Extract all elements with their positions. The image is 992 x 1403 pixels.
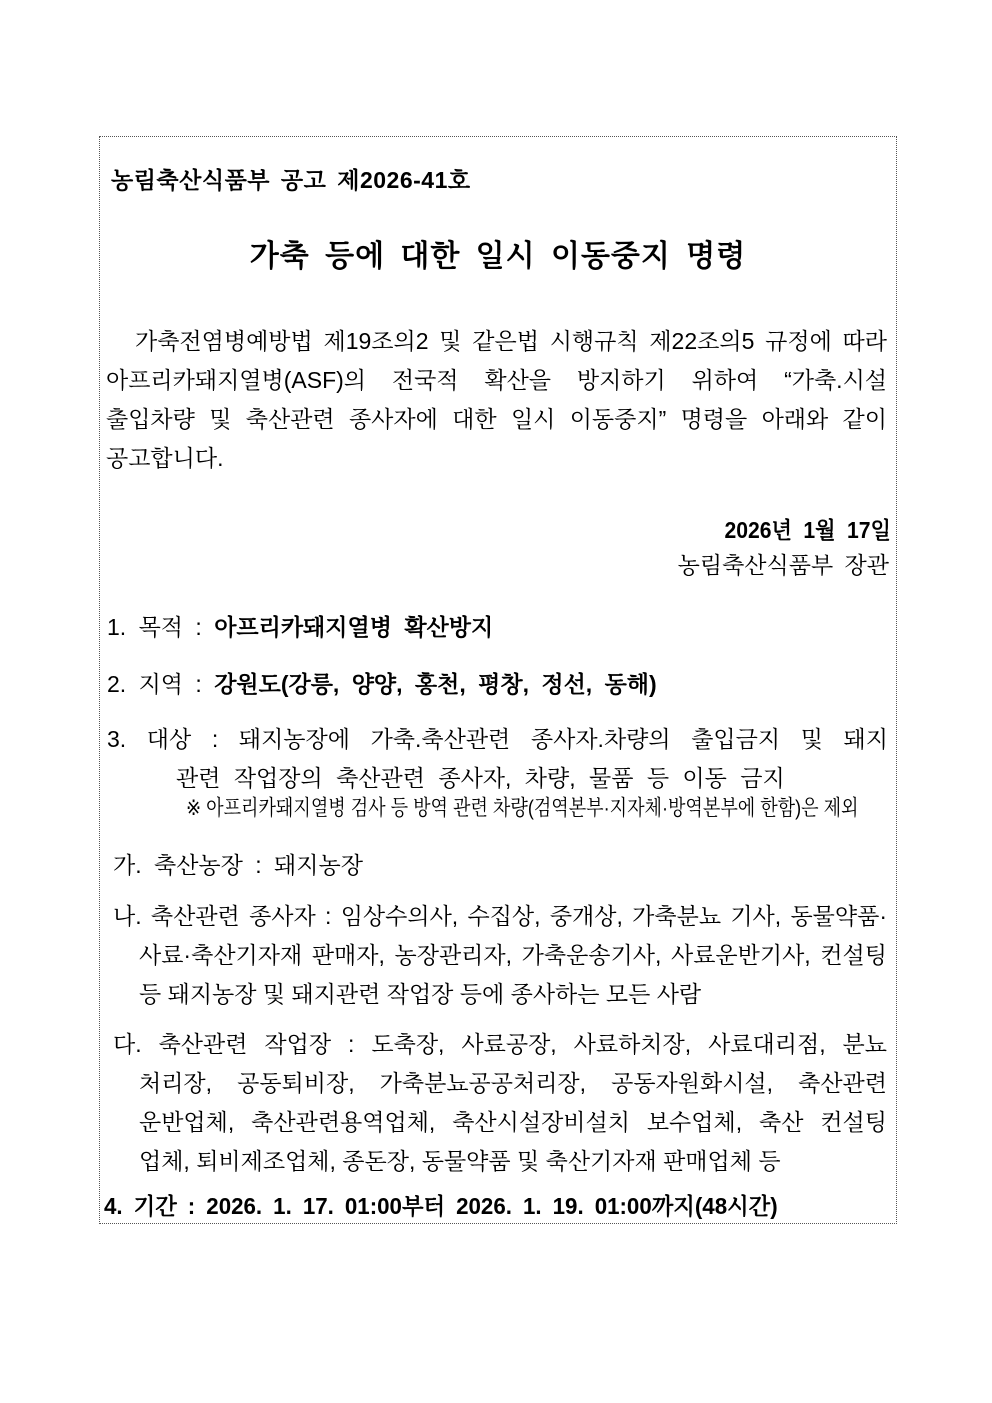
paragraph-line: 출입차량 및 축산관련 종사자에 대한 일시 이동중지” 명령을 아래와 같이 (106, 406, 887, 432)
item-purpose (107, 614, 888, 642)
issue-date: 2026년 1월 17일 (724, 517, 891, 543)
item-period-value: 2026. 1. 17. 01:00부터 2026. 1. 19. 01:00까지(48시간) (206, 1193, 778, 1219)
document-title: 가축 등에 대한 일시 이동중지 명령 (249, 240, 747, 273)
item-period-prefix: 4. 기간 : (104, 1193, 207, 1219)
sub-item-workplaces-line: 운반업체, 축산관련용역업체, 축산시설장비설치 보수업체, 축산 컨설팅 (139, 1109, 887, 1135)
item-period (104, 1193, 864, 1221)
paragraph-line: 가축전염병예방법 제19조의2 및 같은법 시행규칙 제22조의5 규정에 따라 (135, 328, 887, 354)
intro-paragraph (106, 322, 887, 478)
target-exclusion-note: ※ 아프리카돼지열병 검사 등 방역 관련 차량(검역본부·지자체·방역본부에 한함)은 제외 (186, 796, 859, 820)
sub-item-workers-line: 사료·축산기자재 판매자, 농장관리자, 가축운송기사, 사료운반기사, 컨설팅 (139, 942, 887, 968)
item-region (107, 671, 888, 699)
item-purpose-value: 아프리카돼지열병 확산방지 (214, 614, 494, 640)
sub-item-farm: 가. 축산농장 : 돼지농장 (113, 852, 363, 878)
sub-item-workplaces (113, 1025, 887, 1181)
sub-item-workplaces-line: 업체, 퇴비제조업체, 종돈장, 동물약품 및 축산기자재 판매업체 등 (139, 1148, 781, 1174)
sub-item-workers (113, 897, 887, 1014)
item-purpose-prefix: 1. 목적 : (107, 614, 215, 640)
sub-item-workplaces-line: 처리장, 공동퇴비장, 가축분뇨공공처리장, 공동자원화시설, 축산관련 (139, 1070, 887, 1096)
item-region-prefix: 2. 지역 : (107, 671, 215, 697)
document-box (99, 136, 897, 1224)
item-target (107, 720, 888, 798)
notice-number: 농림축산식품부 공고 제2026-41호 (111, 167, 471, 193)
sub-item-workplaces-line: 다. 축산관련 작업장 : 도축장, 사료공장, 사료하치장, 사료대리점, 분뇨 (113, 1031, 887, 1057)
item-region-value: 강원도(강릉, 양양, 홍천, 평창, 정선, 동해) (214, 671, 657, 697)
item-target-line: 3. 대상 : 돼지농장에 가축.축산관련 종사자.차량의 출입금지 및 돼지 (107, 726, 888, 752)
sub-item-workers-line: 나. 축산관련 종사자 : 임상수의사, 수집상, 중개상, 가축분뇨 기사, 동물약품· (113, 903, 887, 929)
issuer: 농림축산식품부 장관 (677, 552, 889, 578)
item-target-line: 관련 작업장의 축산관련 종사자, 차량, 물품 등 이동 금지 (176, 765, 785, 791)
paragraph-line: 아프리카돼지열병(ASF)의 전국적 확산을 방지하기 위하여 “가축.시설 (106, 367, 887, 393)
sub-item-workers-line: 등 돼지농장 및 돼지관련 작업장 등에 종사하는 모든 사람 (139, 981, 702, 1007)
paragraph-line: 공고합니다. (106, 445, 224, 471)
